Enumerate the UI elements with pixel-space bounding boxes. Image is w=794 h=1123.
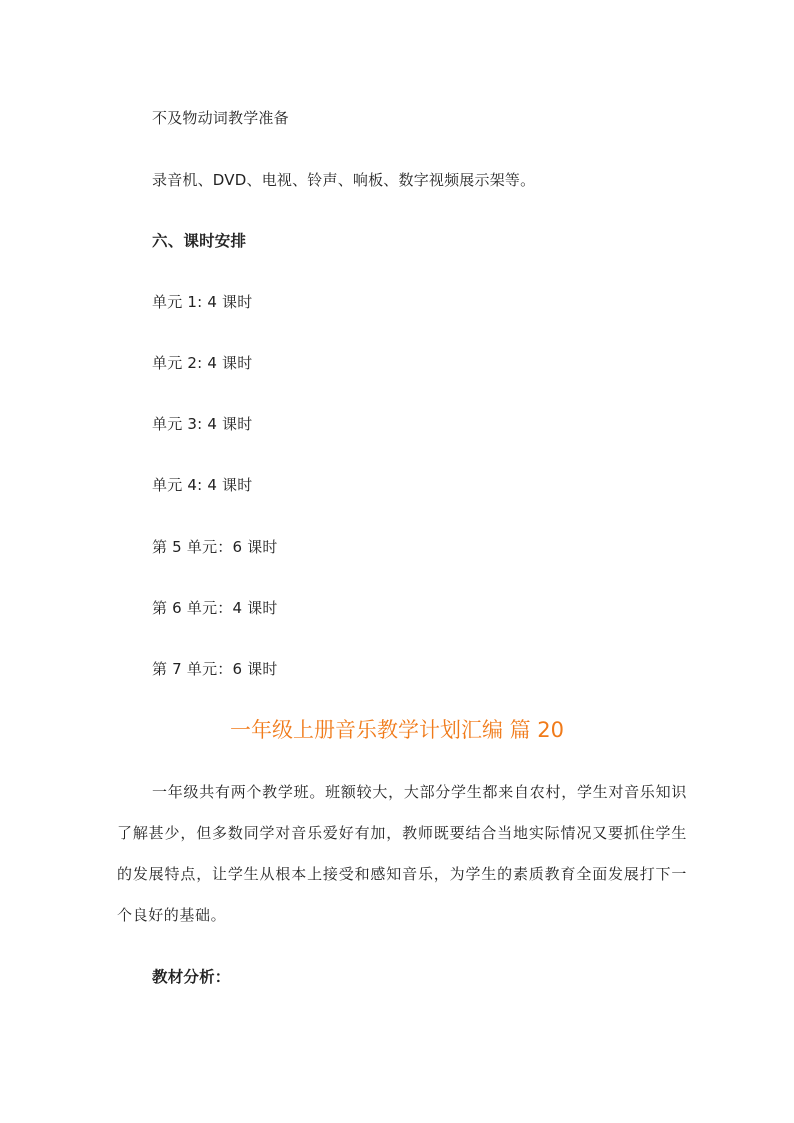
schedule-item: 第 5 单元：6 课时 (152, 538, 278, 556)
text-line-equipment: 录音机、DVD、电视、铃声、响板、数字视频展示架等。 (152, 171, 536, 189)
section-heading-schedule: 六、课时安排 (152, 232, 247, 250)
schedule-item: 单元 3: 4 课时 (152, 415, 253, 433)
schedule-item: 第 7 单元：6 课时 (152, 660, 278, 678)
subheading-textbook-analysis: 教材分析： (152, 968, 231, 986)
schedule-item: 单元 1: 4 课时 (152, 293, 253, 311)
schedule-item: 单元 4: 4 课时 (152, 476, 253, 494)
text-line-teaching-prep: 不及物动词教学准备 (152, 109, 289, 127)
article-title: 一年级上册音乐教学计划汇编 篇 20 (229, 718, 565, 742)
intro-paragraph: 一年级共有两个教学班。班额较大，大部分学生都来自农村，学生对音乐知识了解甚少，但多数同学对音乐爱好有加，教师既要结合当地实际情况又要抓住学生的发展特点，让学生从根本上接受和感知音乐，为学生的素质教育全面发展打下一个良好的基础。 (117, 783, 687, 924)
schedule-item: 单元 2: 4 课时 (152, 354, 253, 372)
schedule-item: 第 6 单元：4 课时 (152, 599, 278, 617)
